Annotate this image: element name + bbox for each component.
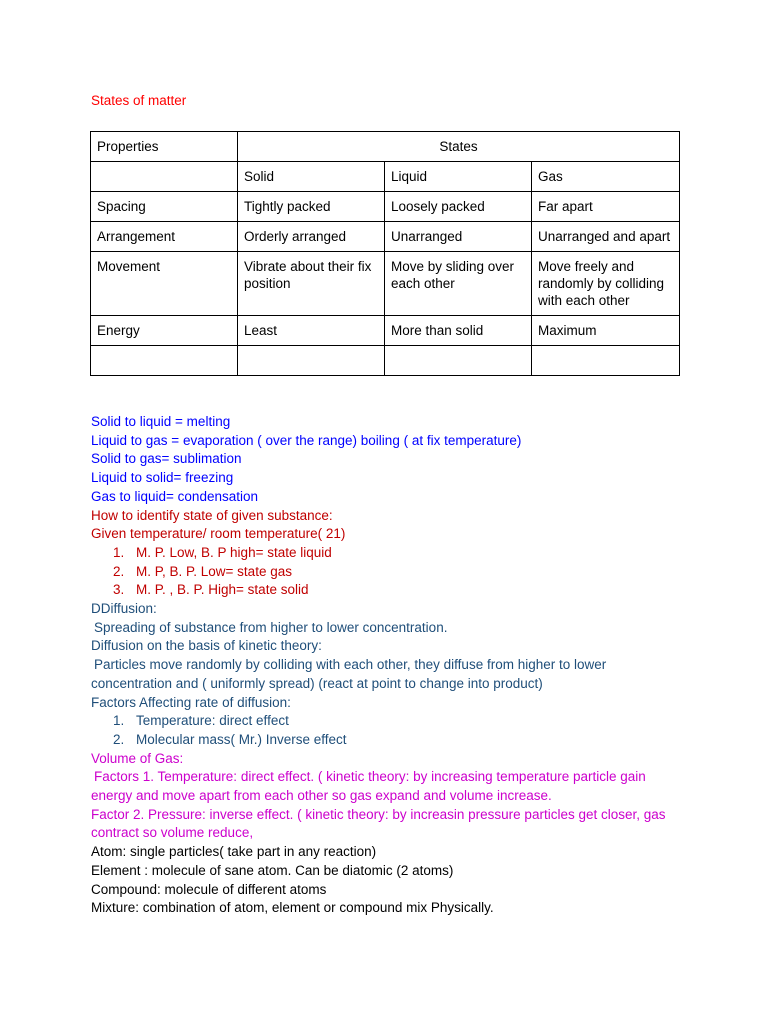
table-cell: Loosely packed <box>385 192 532 222</box>
table-cell: Tightly packed <box>238 192 385 222</box>
list-text: M. P, B. P. Low= state gas <box>136 563 292 579</box>
table-cell: Orderly arranged <box>238 222 385 252</box>
table-cell <box>238 346 385 376</box>
list-item <box>91 731 691 750</box>
definition-line: Compound: molecule of different atoms <box>91 881 327 897</box>
diffusion-kinetic-text: Particles move randomly by colliding with each other, they diffuse from higher to lower concentration and ( uniformly spread) (react at point to change into product) <box>91 657 607 691</box>
subheader-cell <box>91 162 238 192</box>
table-cell: Least <box>238 316 385 346</box>
table-row <box>91 222 680 252</box>
change-of-state-line: Gas to liquid= condensation <box>91 488 258 504</box>
table-cell <box>385 346 532 376</box>
list-number: 2. <box>113 731 125 747</box>
document-title: States of matter <box>91 93 187 108</box>
states-table <box>90 131 680 376</box>
list-item <box>91 563 691 582</box>
list-item <box>91 544 691 563</box>
table-cell: Far apart <box>532 192 680 222</box>
table-cell <box>532 346 680 376</box>
list-text: Temperature: direct effect <box>136 713 289 729</box>
table-subheader-row <box>91 162 680 192</box>
diffusion-kinetic-heading: Diffusion on the basis of kinetic theory: <box>91 638 322 654</box>
identify-heading: How to identify state of given substance: <box>91 507 333 523</box>
gas-volume-heading: Volume of Gas: <box>91 750 184 766</box>
diffusion-heading: DDiffusion: <box>91 601 157 617</box>
factors-heading: Factors Affecting rate of diffusion: <box>91 694 291 710</box>
table-cell: Spacing <box>91 192 238 222</box>
table-row-empty <box>91 346 680 376</box>
change-of-state-line: Solid to gas= sublimation <box>91 451 242 467</box>
table-header-row <box>91 132 680 162</box>
notes-section <box>91 413 691 918</box>
list-number: 3. <box>113 582 125 598</box>
list-number: 2. <box>113 563 125 579</box>
list-number: 1. <box>113 713 125 729</box>
table-row <box>91 252 680 316</box>
header-properties: Properties <box>91 132 238 162</box>
change-of-state-line: Solid to liquid = melting <box>91 414 231 429</box>
diffusion-definition: Spreading of substance from higher to lower concentration. <box>94 619 448 635</box>
table-cell: Move by sliding over each other <box>385 252 532 316</box>
list-item <box>91 712 691 731</box>
table-cell: Move freely and randomly by colliding with each other <box>532 252 680 316</box>
table-row <box>91 316 680 346</box>
table-row <box>91 192 680 222</box>
gas-factor-pressure: Factor 2. Pressure: inverse effect. ( kinetic theory: by increasin pressure particles get closer, gas contract so volume reduce, <box>91 806 666 841</box>
change-of-state-line: Liquid to solid= freezing <box>91 470 234 486</box>
table-cell: Unarranged and apart <box>532 222 680 252</box>
table-cell: Arrangement <box>91 222 238 252</box>
table-cell: Energy <box>91 316 238 346</box>
header-states: States <box>238 132 680 162</box>
definition-line: Mixture: combination of atom, element or compound mix Physically. <box>91 900 494 916</box>
definition-line: Atom: single particles( take part in any reaction) <box>91 844 377 860</box>
list-text: M. P. , B. P. High= state solid <box>136 582 309 598</box>
change-of-state-line: Liquid to gas = evaporation ( over the range) boiling ( at fix temperature) <box>91 432 522 448</box>
table-cell: Vibrate about their fix position <box>238 252 385 316</box>
subheader-gas: Gas <box>532 162 680 192</box>
list-text: M. P. Low, B. P high= state liquid <box>136 544 332 560</box>
identify-given: Given temperature/ room temperature( 21) <box>91 526 346 542</box>
table-cell: More than solid <box>385 316 532 346</box>
list-item <box>91 581 691 600</box>
table-cell <box>91 346 238 376</box>
list-text: Molecular mass( Mr.) Inverse effect <box>136 731 347 747</box>
subheader-liquid: Liquid <box>385 162 532 192</box>
definition-line: Element : molecule of sane atom. Can be diatomic (2 atoms) <box>91 862 454 878</box>
gas-factor-temperature: Factors 1. Temperature: direct effect. ( kinetic theory: by increasing temperature particle gain energy and move apart from each other so gas expand and volume increase. <box>91 769 646 804</box>
table-cell: Movement <box>91 252 238 316</box>
table-cell: Unarranged <box>385 222 532 252</box>
list-number: 1. <box>113 544 125 560</box>
subheader-solid: Solid <box>238 162 385 192</box>
table-cell: Maximum <box>532 316 680 346</box>
